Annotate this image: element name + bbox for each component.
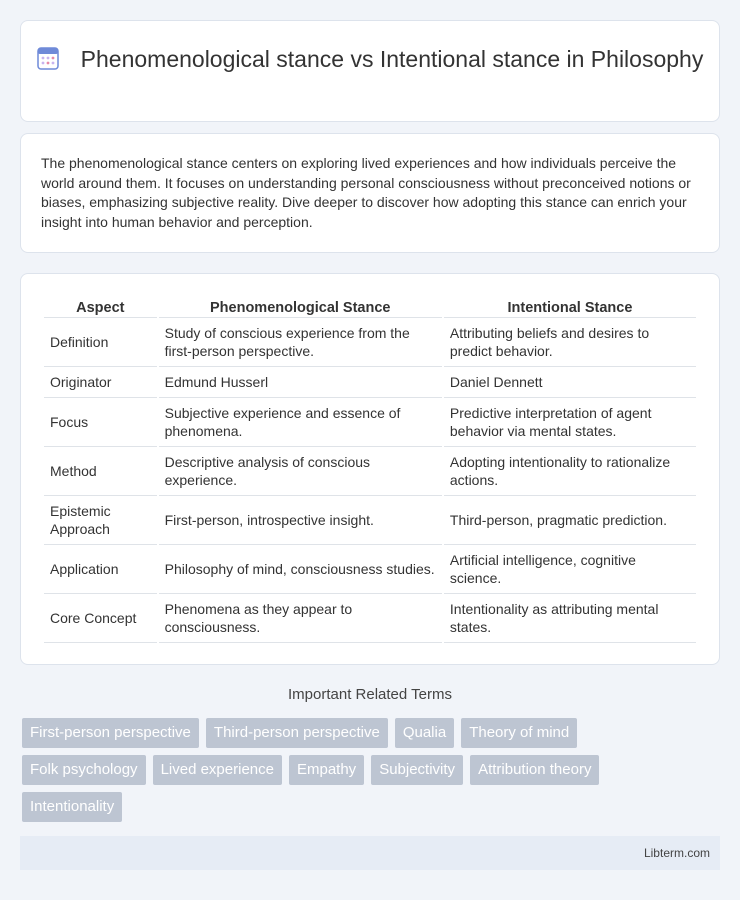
related-terms-list — [22, 718, 702, 822]
intentional-cell: Predictive interpretation of agent behavior via mental states. — [444, 398, 696, 447]
page-title-container — [21, 45, 719, 74]
tag-empathy[interactable]: Empathy — [289, 755, 364, 785]
comparison-table — [42, 296, 698, 643]
tag-folk-psychology[interactable]: Folk psychology — [22, 755, 146, 785]
column-header: Aspect — [44, 296, 157, 318]
tag-theory-of-mind[interactable]: Theory of mind — [461, 718, 577, 748]
footer — [20, 836, 720, 870]
column-header: Phenomenological Stance — [159, 296, 442, 318]
table-row — [44, 367, 696, 398]
phenomenological-cell: Phenomena as they appear to consciousness. — [159, 594, 442, 643]
intro-paragraph: The phenomenological stance centers on exploring lived experiences and how individuals perceive the world around them. It focuses on understanding personal consciousness without preconceived notions or biases, emphasizing subjective reality. Dive deeper to discover how adopting this stance can enrich your insight into human behavior and perception. — [41, 155, 691, 231]
aspect-cell: Originator — [44, 367, 157, 398]
intentional-cell: Artificial intelligence, cognitive science. — [444, 545, 696, 594]
aspect-cell: Epistemic Approach — [44, 496, 157, 545]
table-row — [44, 447, 696, 496]
table-row — [44, 594, 696, 643]
phenomenological-cell: Philosophy of mind, consciousness studies. — [159, 545, 442, 594]
phenomenological-cell: First-person, introspective insight. — [159, 496, 442, 545]
aspect-cell: Definition — [44, 318, 157, 367]
phenomenological-cell: Study of conscious experience from the first-person perspective. — [159, 318, 442, 367]
tag-intentionality[interactable]: Intentionality — [22, 792, 122, 822]
intentional-cell: Intentionality as attributing mental states. — [444, 594, 696, 643]
calendar-icon — [37, 46, 59, 70]
header-card — [20, 20, 720, 122]
aspect-cell: Focus — [44, 398, 157, 447]
intentional-cell: Daniel Dennett — [444, 367, 696, 398]
aspect-cell: Core Concept — [44, 594, 157, 643]
table-row — [44, 398, 696, 447]
tag-first-person-perspective[interactable]: First-person perspective — [22, 718, 199, 748]
footer-site-link[interactable]: Libterm.com — [643, 846, 710, 860]
phenomenological-cell: Subjective experience and essence of phenomena. — [159, 398, 442, 447]
phenomenological-cell: Descriptive analysis of conscious experience. — [159, 447, 442, 496]
tag-third-person-perspective[interactable]: Third-person perspective — [206, 718, 388, 748]
comparison-card — [20, 273, 720, 665]
tag-qualia[interactable]: Qualia — [395, 718, 454, 748]
intentional-cell: Adopting intentionality to rationalize actions. — [444, 447, 696, 496]
table-header-row — [44, 296, 696, 318]
tag-attribution-theory[interactable]: Attribution theory — [470, 755, 599, 785]
related-terms-heading: Important Related Terms — [288, 686, 452, 703]
tag-subjectivity[interactable]: Subjectivity — [371, 755, 463, 785]
tag-lived-experience[interactable]: Lived experience — [153, 755, 282, 785]
intentional-cell: Third-person, pragmatic prediction. — [444, 496, 696, 545]
aspect-cell: Method — [44, 447, 157, 496]
page-title: Phenomenological stance vs Intentional stance in Philosophy — [80, 46, 704, 72]
phenomenological-cell: Edmund Husserl — [159, 367, 442, 398]
intentional-cell: Attributing beliefs and desires to predict behavior. — [444, 318, 696, 367]
table-row — [44, 496, 696, 545]
table-row — [44, 545, 696, 594]
intro-card — [20, 133, 720, 253]
column-header: Intentional Stance — [444, 296, 696, 318]
aspect-cell: Application — [44, 545, 157, 594]
table-row — [44, 318, 696, 367]
